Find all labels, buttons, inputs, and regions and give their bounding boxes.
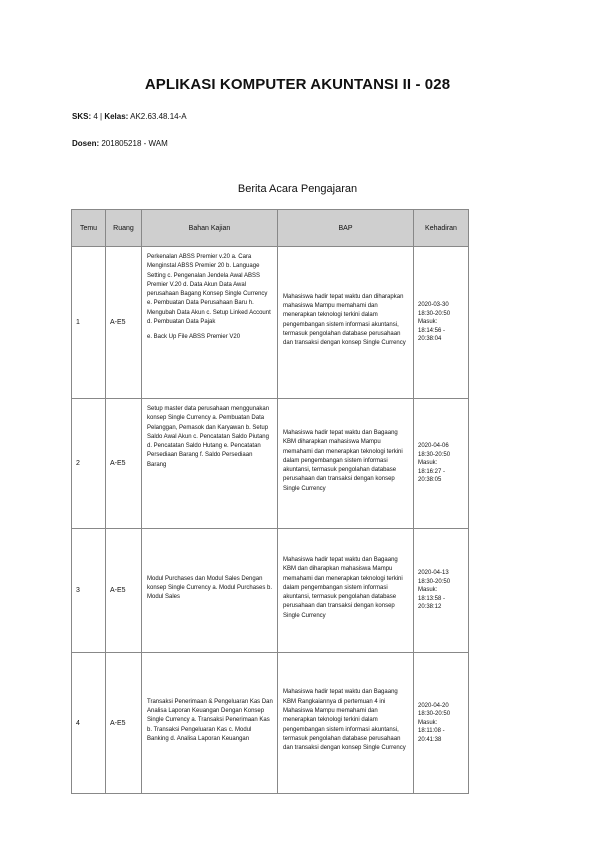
cell-ruang: A-E5 — [106, 247, 142, 399]
cell-bap: Mahasiswa hadir tepat waktu dan Bagaang KBM diharapkan mahasiswa Mampu memahami dan menerapkan teknologi terkini dalam pengembangan sistem informasi akuntansi, termasuk pengolahan database perusahaan dan transaksi dengan konsep Single Currency — [278, 399, 414, 529]
cell-bap: Mahasiswa hadir tepat waktu dan diharapkan mahasiswa Mampu memahami dan menerapkan teknologi terkini dalam pengembangan sistem informasi akuntansi, termasuk pengolahan database perusahaan dan transaksi dengan konsep Single Currency — [278, 247, 414, 399]
bap-table — [71, 209, 469, 794]
kehadiran-date: 2020-04-20 — [418, 702, 449, 709]
cell-ruang: A-E5 — [106, 399, 142, 529]
table-row — [72, 529, 469, 653]
kelas-value: AK2.63.48.14-A — [128, 112, 187, 121]
header-temu: Temu — [72, 210, 106, 247]
dosen-label: Dosen: — [72, 139, 100, 148]
bahan-text: Modul Purchases dan Modul Sales Dengan konsep Single Currency a. Modul Purchases b. Modul Sales — [147, 575, 273, 601]
header-kehadiran: Kehadiran — [414, 210, 469, 247]
kehadiran-in: 18:11:08 - — [418, 728, 445, 735]
table-row — [72, 247, 469, 399]
cell-kehadiran — [414, 247, 469, 399]
section-subtitle: Berita Acara Pengajaran — [237, 183, 358, 195]
cell-ruang: A-E5 — [106, 529, 142, 653]
header-bahan-kajian: Bahan Kajian — [142, 210, 278, 247]
cell-bahan-kajian — [142, 247, 278, 399]
kehadiran-date: 2020-03-30 — [418, 302, 449, 309]
cell-bap: Mahasiswa hadir tepat waktu dan Bagaang KBM Rangkaiannya di pertemuan 4 ini Mahasiswa Mampu memahami dan menerapkan teknologi terkini dalam pengembangan sistem informasi akuntansi, termasuk pengolahan database perusahaan dan transaksi dengan konsep Single Currency — [278, 653, 414, 794]
cell-temu: 1 — [72, 247, 106, 399]
bahan-text: Perkenalan ABSS Premier v.20 a. Cara Menginstal ABSS Premier 20 b. Language Setting c. Pengenalan Jendela Awal ABSS Premier V.20 d. Data Akun Data Awal perusahaan Bagang Konsep Single Currency e. Pembuatan Data Perusahaan Baru h. Mengubah Data Akun c. Setup Linked Account d. Pembuatan Data Pajak — [147, 254, 271, 326]
bahan-extra-text: e. Back Up File ABSS Premier V20 — [147, 334, 241, 341]
header-ruang: Ruang — [106, 210, 142, 247]
cell-bahan-kajian — [142, 399, 278, 529]
cell-bap: Mahasiswa hadir tepat waktu dan Bagaang KBM dan diharapkan mahasiswa Mampu memahami dan menerapkan teknologi terkini dalam pengembangan sistem informasi akuntansi, termasuk pengolahan database perusahaan dan transaksi dengan konsep Single Currency — [278, 529, 414, 653]
kehadiran-out: 20:41:38 — [418, 736, 442, 743]
table-row — [72, 653, 469, 794]
kehadiran-schedule: 18:30-20:50 — [418, 451, 451, 458]
cell-kehadiran — [414, 653, 469, 794]
table-row — [72, 399, 469, 529]
kehadiran-in: 18:16:27 - — [418, 468, 446, 475]
lecturer-meta — [72, 139, 168, 148]
page-title: APLIKASI KOMPUTER AKUNTANSI II - 028 — [144, 76, 451, 93]
sks-value: 4 | — [91, 112, 105, 121]
kehadiran-schedule: 18:30-20:50 — [418, 711, 451, 718]
table-header-row — [72, 210, 469, 247]
cell-temu: 3 — [72, 529, 106, 653]
bahan-text: Setup master data perusahaan menggunakan konsep Single Currency a. Pembuatan Data Pelanggan, Pemasok dan Karyawan b. Setup Saldo Awal Akun c. Pencatatan Saldo Piutang d. Pencatatan Saldo Hutang e. Pencatatan Persediaan Barang f. Saldo Persediaan Barang — [147, 406, 270, 468]
cell-bahan-kajian — [142, 653, 278, 794]
kehadiran-schedule: 18:30-20:50 — [418, 310, 451, 317]
dosen-value: 201805218 - WAM — [99, 139, 168, 148]
kehadiran-date: 2020-04-13 — [418, 570, 449, 577]
cell-kehadiran — [414, 529, 469, 653]
bahan-text: Transaksi Penerimaan & Pengeluaran Kas Dan Analisa Laporan Keuangan Dengan Konsep Single Currency a. Transaksi Penerimaan Kas b. Transaksi Pengeluaran Kas c. Modul Banking d. Analisa Laporan Keuangan — [147, 698, 273, 742]
kehadiran-label: Masuk: — [418, 460, 438, 467]
kehadiran-out: 20:38:05 — [418, 477, 442, 484]
kehadiran-label: Masuk: — [418, 319, 438, 326]
cell-ruang: A-E5 — [106, 653, 142, 794]
header-bap: BAP — [278, 210, 414, 247]
cell-bahan-kajian — [142, 529, 278, 653]
kehadiran-in: 18:13:58 - — [418, 595, 446, 602]
kehadiran-date: 2020-04-06 — [418, 443, 449, 450]
sks-label: SKS: — [72, 112, 92, 121]
cell-temu: 4 — [72, 653, 106, 794]
kehadiran-out: 20:38:04 — [418, 336, 442, 343]
kehadiran-out: 20:38:12 — [418, 604, 442, 611]
cell-temu: 2 — [72, 399, 106, 529]
cell-kehadiran — [414, 399, 469, 529]
kehadiran-label: Masuk: — [418, 719, 438, 726]
course-meta — [72, 112, 187, 121]
kehadiran-label: Masuk: — [418, 587, 438, 594]
kehadiran-in: 18:14:56 - — [418, 327, 446, 334]
kehadiran-schedule: 18:30-20:50 — [418, 578, 451, 585]
kelas-label: Kelas: — [104, 112, 129, 121]
